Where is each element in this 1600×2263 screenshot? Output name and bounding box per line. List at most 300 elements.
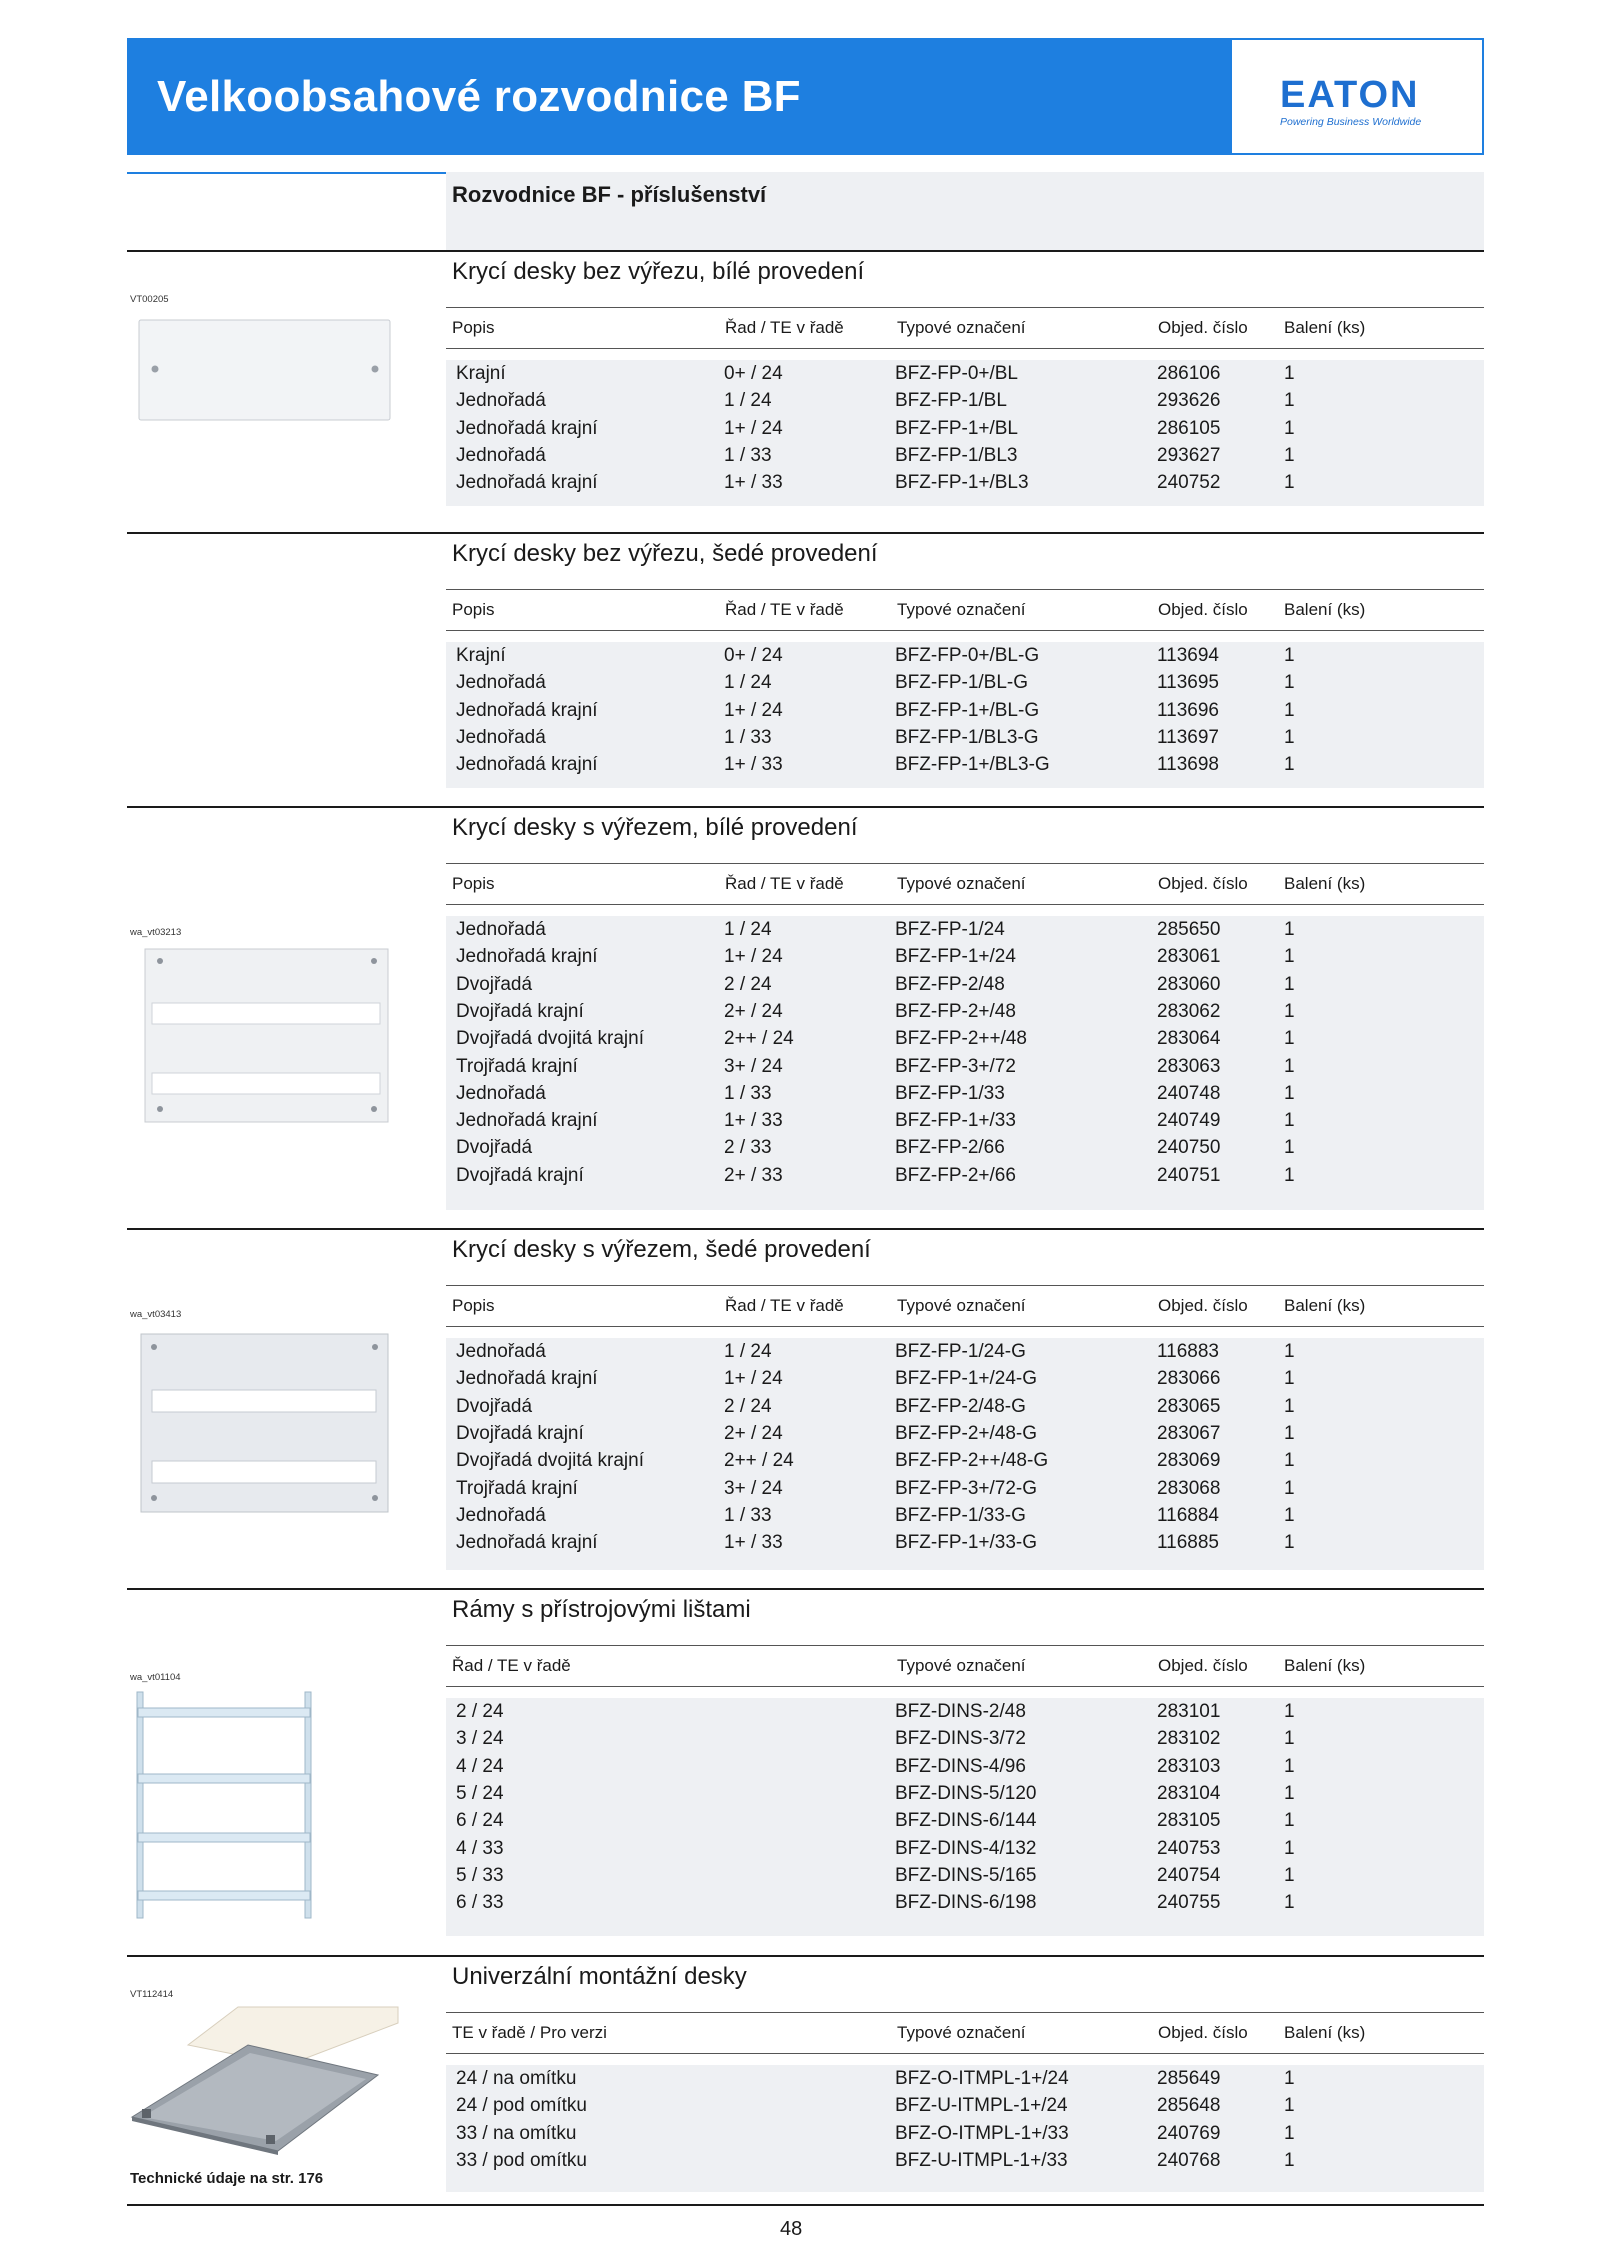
table-cell: Jednořadá krajní <box>456 1532 598 1554</box>
table-cell: BFZ-FP-3+/72 <box>895 1055 1016 1077</box>
header-rule <box>446 589 1484 590</box>
table-cell: 1+ / 33 <box>724 1110 783 1132</box>
table-cell: 116883 <box>1157 1341 1219 1362</box>
product-section <box>446 250 1484 506</box>
left-rule <box>127 250 447 252</box>
table-cell: 283063 <box>1157 1055 1221 1077</box>
table-cell: 283068 <box>1157 1477 1221 1499</box>
table-cell: Dvojřadá <box>456 1395 533 1417</box>
table-cell: 1 <box>1284 946 1295 968</box>
table-cell: 285649 <box>1157 2068 1221 2089</box>
column-header: Balení (ks) <box>1284 600 1366 619</box>
section-rule <box>446 806 1484 808</box>
table-row <box>446 390 1484 417</box>
column-header: Řad / TE v řadě <box>725 600 844 619</box>
table-cell: BFZ-FP-1+/24-G <box>895 1368 1037 1390</box>
column-header: Objed. číslo <box>1158 874 1248 893</box>
table-cell: 1 / 33 <box>724 726 772 748</box>
column-header: Typové označení <box>897 2023 1026 2042</box>
table-cell: 240755 <box>1157 1892 1221 1914</box>
table-cell: 1 <box>1284 2122 1295 2144</box>
product-section <box>446 1228 1484 1570</box>
column-header: Řad / TE v řadě <box>725 318 844 337</box>
table-cell: 2 / 24 <box>724 1395 772 1417</box>
table-cell: Jednořadá krajní <box>456 946 598 968</box>
left-rule-top <box>127 172 447 174</box>
table-cell: 113697 <box>1157 726 1219 748</box>
table-cell: BFZ-FP-1+/BL3-G <box>895 754 1050 776</box>
header-rule <box>446 630 1484 631</box>
table-cell: 240752 <box>1157 472 1221 494</box>
table-cell: Dvojřadá krajní <box>456 1164 584 1186</box>
table-row <box>446 445 1484 472</box>
table-cell: 1 <box>1284 754 1295 776</box>
table-cell: 283062 <box>1157 1000 1221 1022</box>
header-rule <box>446 307 1484 308</box>
table-cell: BFZ-DINS-6/198 <box>895 1892 1037 1914</box>
table-cell: BFZ-U-ITMPL-1+/33 <box>895 2149 1068 2171</box>
table-row <box>446 1532 1484 1559</box>
table-row <box>446 672 1484 699</box>
table-cell: Trojřadá krajní <box>456 1055 578 1077</box>
table-cell: BFZ-FP-2++/48-G <box>895 1450 1049 1472</box>
table-cell: 1 <box>1284 699 1295 721</box>
product-image-din-rail-frame <box>132 1690 316 1920</box>
table-header <box>446 1656 1484 1678</box>
column-header: Objed. číslo <box>1158 1296 1248 1315</box>
table-cell: 1 <box>1284 417 1295 439</box>
column-header: Řad / TE v řadě <box>725 874 844 893</box>
table-cell: BFZ-FP-2+/48 <box>895 1000 1016 1022</box>
table-cell: BFZ-FP-1+/BL-G <box>895 699 1040 721</box>
table-cell: 1 <box>1284 1450 1295 1472</box>
image-label: wa_vt01104 <box>130 1672 181 1683</box>
column-header: Balení (ks) <box>1284 874 1366 893</box>
table-cell: 1 / 24 <box>724 390 772 412</box>
table-header <box>446 600 1484 622</box>
table-row <box>446 1056 1484 1083</box>
table-cell: Jednořadá <box>456 1082 546 1104</box>
table-row <box>446 1865 1484 1892</box>
table-cell: 5 / 24 <box>456 1782 504 1804</box>
table-cell: 0+ / 24 <box>724 363 783 384</box>
table-row <box>446 363 1484 390</box>
table-cell: Krajní <box>456 363 506 384</box>
table-cell: BFZ-FP-1/33-G <box>895 1504 1026 1526</box>
table-cell: BFZ-FP-1+/33-G <box>895 1532 1037 1554</box>
table-cell: BFZ-DINS-3/72 <box>895 1728 1026 1750</box>
table-row <box>446 1450 1484 1477</box>
column-header: Popis <box>452 600 495 619</box>
column-header: Popis <box>452 874 495 893</box>
column-header: Typové označení <box>897 874 1026 893</box>
section-rule <box>446 1955 1484 1957</box>
table-cell: 1 <box>1284 2149 1295 2171</box>
table-cell: 1 / 24 <box>724 1341 772 1362</box>
table-cell: 1 <box>1284 1782 1295 1804</box>
table-cell: 2+ / 24 <box>724 1422 783 1444</box>
table-cell: 1 <box>1284 2095 1295 2117</box>
table-cell: Jednořadá krajní <box>456 1110 598 1132</box>
table-cell: 1 <box>1284 390 1295 412</box>
table-cell: 1 <box>1284 363 1295 384</box>
table-header <box>446 2023 1484 2045</box>
table-cell: 1 <box>1284 472 1295 494</box>
table-cell: 283103 <box>1157 1755 1221 1777</box>
table-cell: 240753 <box>1157 1837 1221 1859</box>
table-cell: Jednořadá <box>456 919 546 940</box>
section-title: Krycí desky bez výřezu, šedé provedení <box>452 540 878 567</box>
image-label: wa_vt03213 <box>130 927 182 938</box>
section-rule <box>446 1228 1484 1230</box>
table-cell: 1 <box>1284 919 1295 940</box>
table-cell: BFZ-FP-1/BL-G <box>895 672 1029 694</box>
table-cell: 0+ / 24 <box>724 645 783 666</box>
table-cell: 1+ / 33 <box>724 754 783 776</box>
table-cell: 1+ / 24 <box>724 417 783 439</box>
table-cell: Jednořadá krajní <box>456 417 598 439</box>
table-cell: Trojřadá krajní <box>456 1477 578 1499</box>
column-header: Řad / TE v řadě <box>725 1296 844 1315</box>
product-image-cutout-cover-grey <box>140 1333 390 1513</box>
table-cell: BFZ-FP-2+/66 <box>895 1164 1016 1186</box>
table-row <box>446 2068 1484 2095</box>
table-cell: 285650 <box>1157 919 1221 940</box>
table-cell: BFZ-DINS-4/96 <box>895 1755 1026 1777</box>
table-row <box>446 1028 1484 1055</box>
left-rule <box>127 1588 447 1590</box>
section-rule <box>446 532 1484 534</box>
column-header: Popis <box>452 1296 495 1315</box>
left-rule <box>127 1228 447 1230</box>
table-cell: 283102 <box>1157 1728 1221 1750</box>
table-row <box>446 472 1484 499</box>
table-row <box>446 1137 1484 1164</box>
table-cell: BFZ-FP-0+/BL-G <box>895 645 1040 666</box>
table-cell: 1 <box>1284 1422 1295 1444</box>
table-cell: 286106 <box>1157 363 1221 384</box>
table-cell: Jednořadá <box>456 390 546 412</box>
table-cell: 113694 <box>1157 645 1219 666</box>
table-cell: 1 <box>1284 1137 1295 1159</box>
table-cell: 1 <box>1284 672 1295 694</box>
table-cell: 1 <box>1284 1055 1295 1077</box>
section-title: Krycí desky s výřezem, šedé provedení <box>452 1236 871 1263</box>
table-cell: 240749 <box>1157 1110 1221 1132</box>
table-cell: 6 / 33 <box>456 1892 504 1914</box>
table-cell: 1 <box>1284 1341 1295 1362</box>
table-cell: BFZ-FP-1/24 <box>895 919 1005 940</box>
table-cell: 1+ / 24 <box>724 699 783 721</box>
table-cell: Dvojřadá krajní <box>456 1422 584 1444</box>
table-cell: 1 / 33 <box>724 1082 772 1104</box>
table-row <box>446 1701 1484 1728</box>
table-cell: 1 / 24 <box>724 919 772 940</box>
table-cell: 240768 <box>1157 2149 1221 2171</box>
table-cell: 33 / pod omítku <box>456 2149 587 2171</box>
table-cell: 113698 <box>1157 754 1219 776</box>
product-image-cutout-cover-white <box>144 948 390 1123</box>
table-row <box>446 974 1484 1001</box>
eaton-logo <box>1232 40 1482 153</box>
column-header: Balení (ks) <box>1284 318 1366 337</box>
table-cell: BFZ-FP-2/48-G <box>895 1395 1026 1417</box>
table-row <box>446 2123 1484 2150</box>
table-cell: Jednořadá krajní <box>456 754 598 776</box>
table-row <box>446 919 1484 946</box>
column-header: Objed. číslo <box>1158 318 1248 337</box>
table-row <box>446 700 1484 727</box>
section-title: Univerzální montážní desky <box>452 1963 747 1990</box>
column-header: Balení (ks) <box>1284 1296 1366 1315</box>
table-row <box>446 1728 1484 1755</box>
table-cell: BFZ-DINS-5/165 <box>895 1864 1037 1886</box>
table-cell: Jednořadá <box>456 444 546 466</box>
header-rule <box>446 1326 1484 1327</box>
section-rule <box>446 1588 1484 1590</box>
table-cell: 1 <box>1284 1368 1295 1390</box>
table-header <box>446 1296 1484 1318</box>
table-cell: 1 <box>1284 1728 1295 1750</box>
table-row <box>446 1396 1484 1423</box>
table-cell: BFZ-DINS-6/144 <box>895 1810 1037 1832</box>
table-cell: 1 <box>1284 1892 1295 1914</box>
column-header: Objed. číslo <box>1158 1656 1248 1675</box>
page-number: 48 <box>780 2218 803 2240</box>
table-cell: 240750 <box>1157 1137 1221 1159</box>
table-cell: 3+ / 24 <box>724 1477 783 1499</box>
table-row <box>446 1756 1484 1783</box>
table-cell: 293627 <box>1157 444 1221 466</box>
table-cell: 1 / 33 <box>724 1504 772 1526</box>
table-cell: 1 <box>1284 1110 1295 1132</box>
table-cell: 2+ / 33 <box>724 1164 783 1186</box>
table-cell: BFZ-FP-1+/24 <box>895 946 1016 968</box>
table-cell: 24 / pod omítku <box>456 2095 587 2117</box>
table-cell: 24 / na omítku <box>456 2068 577 2089</box>
table-cell: 4 / 33 <box>456 1837 504 1859</box>
section-title: Krycí desky s výřezem, bílé provedení <box>452 814 858 841</box>
product-image-plain-cover <box>138 319 392 422</box>
table-cell: BFZ-DINS-2/48 <box>895 1701 1026 1722</box>
table-cell: 285648 <box>1157 2095 1221 2117</box>
table-header <box>446 874 1484 896</box>
column-header: Objed. číslo <box>1158 2023 1248 2042</box>
table-cell: 240754 <box>1157 1864 1221 1886</box>
table-cell: 283104 <box>1157 1782 1221 1804</box>
table-cell: Jednořadá <box>456 1341 546 1362</box>
table-cell: 1 / 24 <box>724 672 772 694</box>
header-rule <box>446 1285 1484 1286</box>
table-row <box>446 1478 1484 1505</box>
table-cell: 283101 <box>1157 1701 1221 1722</box>
table-cell: 3+ / 24 <box>724 1055 783 1077</box>
table-cell: 113695 <box>1157 672 1219 694</box>
header-title: Velkoobsahové rozvodnice BF <box>157 72 801 121</box>
table-cell: 240751 <box>1157 1164 1221 1186</box>
table-row <box>446 1083 1484 1110</box>
table-cell: 1 <box>1284 1864 1295 1886</box>
table-row <box>446 418 1484 445</box>
table-cell: 283105 <box>1157 1810 1221 1832</box>
column-header: Balení (ks) <box>1284 2023 1366 2042</box>
table-cell: BFZ-FP-3+/72-G <box>895 1477 1037 1499</box>
column-header: Objed. číslo <box>1158 600 1248 619</box>
table-row <box>446 1423 1484 1450</box>
technical-data-note: Technické údaje na str. 176 <box>130 2170 324 2187</box>
table-row <box>446 1110 1484 1137</box>
section-title: Krycí desky bez výřezu, bílé provedení <box>452 258 865 285</box>
product-section <box>446 1955 1484 2192</box>
table-cell: 116885 <box>1157 1532 1219 1554</box>
table-cell: 2 / 24 <box>724 973 772 995</box>
product-section <box>446 532 1484 788</box>
table-cell: BFZ-U-ITMPL-1+/24 <box>895 2095 1068 2117</box>
table-row <box>446 1505 1484 1532</box>
table-cell: 1 <box>1284 1701 1295 1722</box>
table-cell: 3 / 24 <box>456 1728 504 1750</box>
table-row <box>446 1892 1484 1919</box>
logo-tagline: Powering Business Worldwide <box>1280 116 1422 128</box>
footer-rule <box>127 2204 1484 2206</box>
table-row <box>446 754 1484 781</box>
table-cell: 2++ / 24 <box>724 1028 794 1050</box>
table-cell: 6 / 24 <box>456 1810 504 1832</box>
table-cell: Jednořadá krajní <box>456 1368 598 1390</box>
table-cell: 293626 <box>1157 390 1221 412</box>
table-cell: 1 <box>1284 2068 1295 2089</box>
product-section <box>446 806 1484 1210</box>
left-rule <box>127 806 447 808</box>
table-cell: 1+ / 24 <box>724 1368 783 1390</box>
logo-word: EATON <box>1280 74 1420 116</box>
table-cell: Dvojřadá <box>456 973 533 995</box>
table-row <box>446 2150 1484 2177</box>
column-header: Typové označení <box>897 600 1026 619</box>
table-cell: BFZ-O-ITMPL-1+/33 <box>895 2122 1069 2144</box>
table-cell: 1 <box>1284 1532 1295 1554</box>
table-row <box>446 2095 1484 2122</box>
table-cell: BFZ-FP-1+/BL <box>895 417 1018 439</box>
table-cell: 33 / na omítku <box>456 2122 577 2144</box>
table-header <box>446 318 1484 340</box>
table-row <box>446 1001 1484 1028</box>
table-cell: BFZ-FP-1/BL <box>895 390 1007 412</box>
table-cell: 240769 <box>1157 2122 1221 2144</box>
section-title: Rámy s přístrojovými lištami <box>452 1596 751 1623</box>
table-cell: 240748 <box>1157 1082 1221 1104</box>
table-cell: Dvojřadá <box>456 1137 533 1159</box>
subtitle-band <box>446 172 1484 250</box>
table-row <box>446 1341 1484 1368</box>
table-cell: 1 <box>1284 1755 1295 1777</box>
table-cell: BFZ-FP-2+/48-G <box>895 1422 1037 1444</box>
table-cell: 1 <box>1284 1000 1295 1022</box>
table-cell: BFZ-FP-1+/BL3 <box>895 472 1029 494</box>
table-cell: 4 / 24 <box>456 1755 504 1777</box>
table-cell: Jednořadá krajní <box>456 472 598 494</box>
table-cell: BFZ-FP-0+/BL <box>895 363 1018 384</box>
table-cell: Dvojřadá dvojitá krajní <box>456 1028 644 1050</box>
table-row <box>446 1368 1484 1395</box>
table-cell: 1+ / 24 <box>724 946 783 968</box>
table-cell: 1 <box>1284 1028 1295 1050</box>
header-rule <box>446 904 1484 905</box>
table-cell: 5 / 33 <box>456 1864 504 1886</box>
table-cell: 116884 <box>1157 1504 1219 1526</box>
page-subtitle: Rozvodnice BF - příslušenství <box>452 182 767 207</box>
table-cell: BFZ-DINS-5/120 <box>895 1782 1037 1804</box>
table-cell: 283067 <box>1157 1422 1221 1444</box>
table-row <box>446 946 1484 973</box>
table-cell: Krajní <box>456 645 506 666</box>
column-header: TE v řadě / Pro verzi <box>452 2023 607 2042</box>
table-cell: 283061 <box>1157 946 1221 968</box>
table-cell: 1 <box>1284 726 1295 748</box>
table-cell: 283069 <box>1157 1450 1221 1472</box>
table-cell: 113696 <box>1157 699 1219 721</box>
table-cell: 1 <box>1284 973 1295 995</box>
table-cell: 1 <box>1284 1395 1295 1417</box>
table-cell: 283065 <box>1157 1395 1221 1417</box>
table-cell: BFZ-FP-1/BL3-G <box>895 726 1039 748</box>
table-cell: 1 <box>1284 444 1295 466</box>
header-rule <box>446 348 1484 349</box>
header-rule <box>446 1686 1484 1687</box>
column-header: Typové označení <box>897 318 1026 337</box>
header-rule <box>446 1645 1484 1646</box>
table-cell: 283066 <box>1157 1368 1221 1390</box>
image-label: wa_vt03413 <box>130 1309 182 1320</box>
table-cell: 1 <box>1284 1082 1295 1104</box>
page-header <box>127 38 1484 155</box>
column-header: Popis <box>452 318 495 337</box>
table-cell: 1 / 33 <box>724 444 772 466</box>
table-cell: BFZ-FP-2++/48 <box>895 1028 1027 1050</box>
table-cell: 1 <box>1284 1477 1295 1499</box>
table-row <box>446 1838 1484 1865</box>
table-cell: 1 <box>1284 1504 1295 1526</box>
image-label: VT112414 <box>130 1989 174 2000</box>
table-cell: BFZ-O-ITMPL-1+/24 <box>895 2068 1069 2089</box>
table-cell: 283060 <box>1157 973 1221 995</box>
table-cell: BFZ-FP-2/48 <box>895 973 1005 995</box>
table-cell: 1 <box>1284 645 1295 666</box>
table-row <box>446 727 1484 754</box>
column-header: Typové označení <box>897 1296 1026 1315</box>
left-rule <box>127 532 447 534</box>
table-cell: Jednořadá <box>456 726 546 748</box>
table-cell: Dvojřadá krajní <box>456 1000 584 1022</box>
table-cell: 2+ / 24 <box>724 1000 783 1022</box>
table-cell: 1 <box>1284 1810 1295 1832</box>
table-cell: BFZ-DINS-4/132 <box>895 1837 1037 1859</box>
table-cell: 1 <box>1284 1837 1295 1859</box>
column-header: Typové označení <box>897 1656 1026 1675</box>
left-rule <box>127 1955 447 1957</box>
product-section <box>446 1588 1484 1936</box>
table-cell: 2++ / 24 <box>724 1450 794 1472</box>
column-header: Balení (ks) <box>1284 1656 1366 1675</box>
table-cell: BFZ-FP-1/BL3 <box>895 444 1018 466</box>
table-cell: 1+ / 33 <box>724 472 783 494</box>
table-cell: BFZ-FP-2/66 <box>895 1137 1005 1159</box>
table-cell: Jednořadá <box>456 672 546 694</box>
header-rule <box>446 863 1484 864</box>
table-cell: 283064 <box>1157 1028 1221 1050</box>
table-row <box>446 1810 1484 1837</box>
image-label: VT00205 <box>130 294 169 305</box>
